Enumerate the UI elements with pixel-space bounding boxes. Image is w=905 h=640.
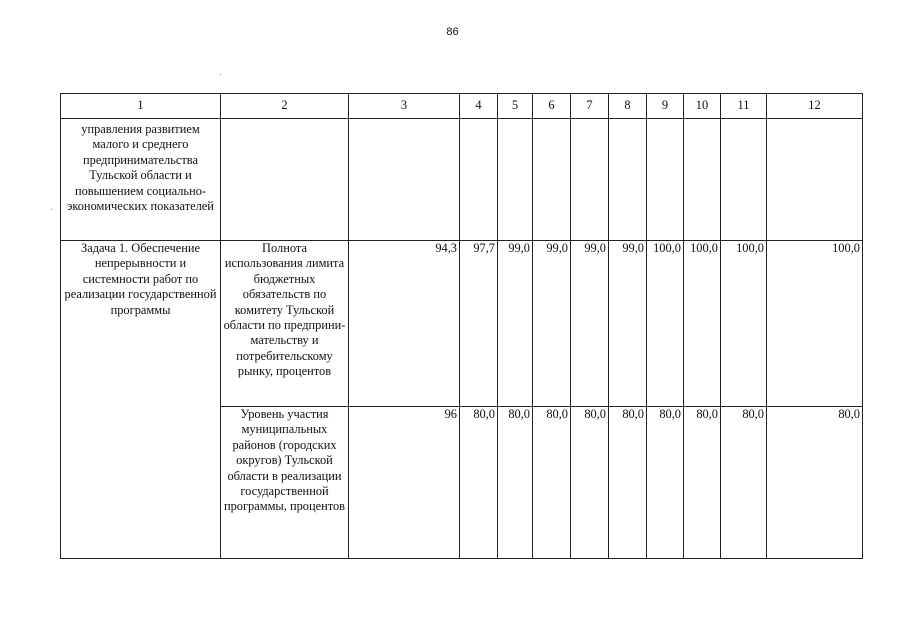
value-cell: 94,3: [349, 241, 460, 407]
header-cell: 11: [721, 94, 767, 119]
scan-speck: [51, 209, 52, 210]
value-cell: 99,0: [498, 241, 533, 407]
table-row: [61, 119, 863, 241]
indicator-cell: [221, 119, 349, 241]
scan-speck: [220, 74, 221, 75]
value-cell: 80,0: [571, 407, 609, 559]
value-cell: [609, 119, 647, 241]
indicators-table: [60, 93, 863, 559]
header-cell: 12: [767, 94, 863, 119]
indicator-cell: Уровень участия муниципальных районов (городских округов) Тульской области в реализации государственной программы, процентов: [221, 407, 349, 559]
header-cell: 3: [349, 94, 460, 119]
value-cell: 99,0: [533, 241, 571, 407]
header-cell: 8: [609, 94, 647, 119]
value-cell: 80,0: [460, 407, 498, 559]
page-number: 86: [446, 26, 459, 38]
value-cell: 100,0: [684, 241, 721, 407]
value-cell: [721, 119, 767, 241]
value-cell: 80,0: [684, 407, 721, 559]
header-cell: 7: [571, 94, 609, 119]
header-cell: 6: [533, 94, 571, 119]
value-cell: [533, 119, 571, 241]
indicator-cell: Полнота использования лимита бюджетных обязательств по комитету Тульской области по предприни-мательству и потребительскому рынку, процентов: [221, 241, 349, 407]
header-cell: 5: [498, 94, 533, 119]
value-cell: 100,0: [647, 241, 684, 407]
value-cell: [571, 119, 609, 241]
value-cell: 80,0: [647, 407, 684, 559]
value-cell: 96: [349, 407, 460, 559]
table-row: [61, 241, 863, 407]
value-cell: [767, 119, 863, 241]
value-cell: 99,0: [571, 241, 609, 407]
value-cell: [349, 119, 460, 241]
value-cell: 80,0: [533, 407, 571, 559]
task-cell: Задача 1. Обеспечение непрерывности и системности работ по реализации государственной программы: [61, 241, 221, 559]
value-cell: 80,0: [721, 407, 767, 559]
goal-cell: управления развитием малого и среднего предпринимательства Тульской области и повышением социально-экономических показателей: [61, 119, 221, 241]
value-cell: 80,0: [498, 407, 533, 559]
value-cell: 97,7: [460, 241, 498, 407]
table-header-row: [61, 94, 863, 119]
value-cell: 80,0: [767, 407, 863, 559]
value-cell: [647, 119, 684, 241]
value-cell: 100,0: [767, 241, 863, 407]
header-cell: 10: [684, 94, 721, 119]
header-cell: 2: [221, 94, 349, 119]
value-cell: 80,0: [609, 407, 647, 559]
value-cell: 99,0: [609, 241, 647, 407]
value-cell: [498, 119, 533, 241]
value-cell: [460, 119, 498, 241]
header-cell: 4: [460, 94, 498, 119]
value-cell: 100,0: [721, 241, 767, 407]
header-cell: 1: [61, 94, 221, 119]
header-cell: 9: [647, 94, 684, 119]
value-cell: [684, 119, 721, 241]
